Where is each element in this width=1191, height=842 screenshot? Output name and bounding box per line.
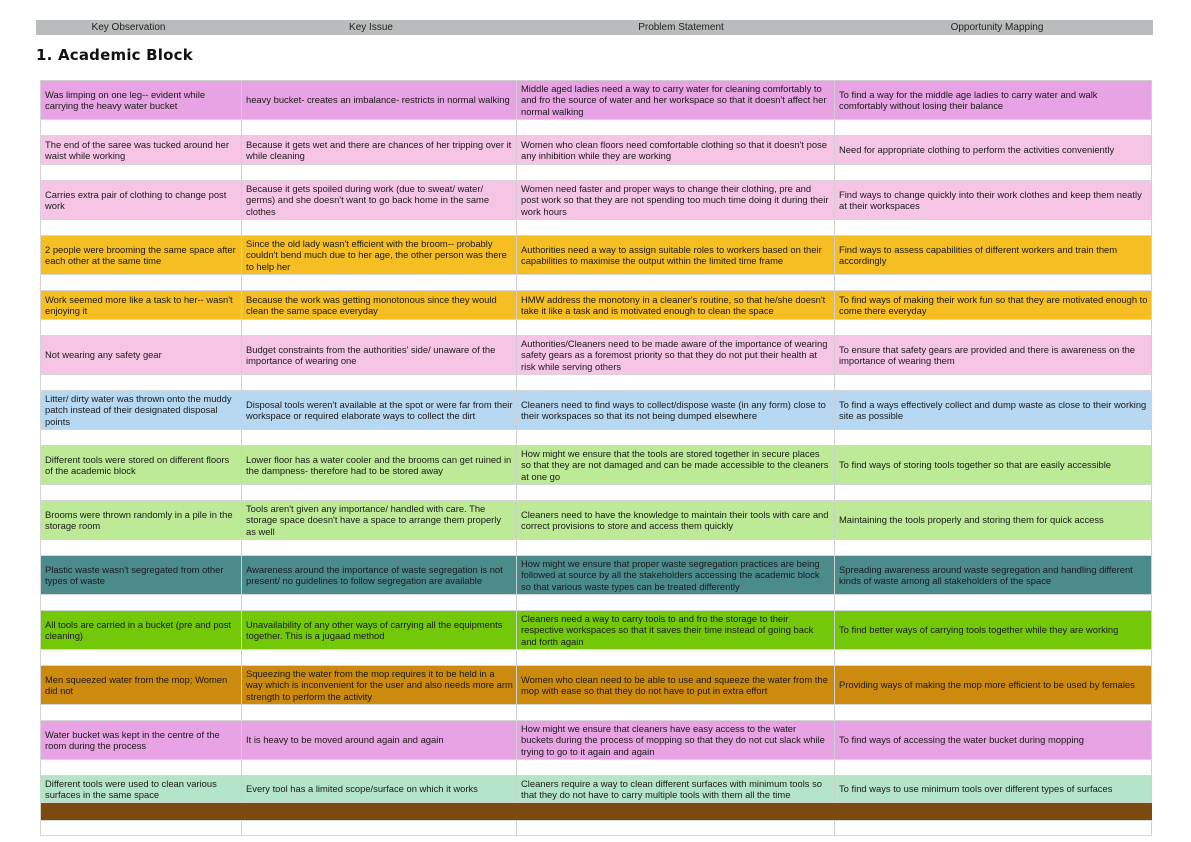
cell-text: How might we ensure that proper waste segregation practices are being followed at source by all the stakeholders accessing the academic block so that various waste types can be treated differently xyxy=(521,558,820,592)
cell-text: To find ways of accessing the water bucket during mopping xyxy=(839,734,1084,746)
empty-cell xyxy=(517,220,835,235)
problem-statement-cell[interactable] xyxy=(517,391,835,429)
cell-text: Spreading awareness around waste segregation and handling different kinds of waste among all stakeholders of the space xyxy=(839,563,1133,586)
empty-cell xyxy=(835,821,1152,835)
cell-text: Squeezing the water from the mop requires it to be held in a way which is inconvenient for the user and also needs more arm strength to perform the activity xyxy=(246,668,513,702)
opportunity-cell[interactable] xyxy=(835,501,1152,539)
empty-cell xyxy=(517,375,835,390)
empty-cell xyxy=(517,650,835,665)
empty-cell xyxy=(41,821,242,835)
empty-cell xyxy=(835,650,1152,665)
spacer-row xyxy=(41,540,1152,556)
cell-text: Maintaining the tools properly and storing them for quick access xyxy=(839,514,1104,526)
cell-text: Different tools were stored on different floors of the academic block xyxy=(45,453,230,476)
empty-cell xyxy=(41,760,242,775)
cell-text: Cleaners need to find ways to collect/dispose waste (in any form) close to their workspaces so that its not being dumped elsewhere xyxy=(521,398,826,421)
issue-cell[interactable] xyxy=(242,236,517,274)
table-row xyxy=(41,501,1152,540)
cell-text: Women who clean need to be able to use and squeeze the water from the mop with ease so that they do not have to put in extra effort xyxy=(521,673,828,696)
table-row xyxy=(41,81,1152,120)
spacer-row xyxy=(41,595,1152,611)
observation-cell[interactable] xyxy=(41,776,242,802)
empty-cell xyxy=(835,375,1152,390)
table-row xyxy=(41,556,1152,595)
empty-cell xyxy=(41,540,242,555)
spacer-row xyxy=(41,320,1152,336)
cell-text: Because the work was getting monotonous since they would clean the same space everyday xyxy=(246,293,497,316)
cell-text: Find ways to assess capabilities of different workers and train them accordingly xyxy=(839,243,1118,266)
empty-cell xyxy=(835,165,1152,180)
section-title: 1. Academic Block xyxy=(36,46,193,64)
empty-cell xyxy=(242,760,517,775)
empty-cell xyxy=(242,320,517,335)
cell-text: The end of the saree was tucked around her waist while working xyxy=(45,138,229,161)
empty-cell xyxy=(41,165,242,180)
issue-cell[interactable] xyxy=(242,446,517,484)
observation-cell[interactable] xyxy=(41,81,242,119)
issue-cell[interactable] xyxy=(242,291,517,319)
issue-cell[interactable] xyxy=(242,336,517,374)
cell-text: Men squeezed water from the mop; Women did not xyxy=(45,673,228,696)
problem-statement-cell[interactable] xyxy=(517,336,835,374)
table-row xyxy=(41,776,1152,803)
empty-cell xyxy=(242,595,517,610)
cell-text: To find a ways effectively collect and dump waste as close to their working site as possible xyxy=(839,398,1147,421)
spacer-row xyxy=(41,821,1152,836)
empty-cell xyxy=(242,485,517,500)
opportunity-cell[interactable] xyxy=(835,136,1152,164)
cell-text: How might we ensure that the tools are stored together in secure places so that they are not damaged and can be made accessible to the cleaners at one go xyxy=(521,448,829,482)
cell-text: To find ways of storing tools together so that are easily accessible xyxy=(839,459,1112,471)
cell-text: Authorities need a way to assign suitable roles to workers based on their capabilities to maximise the output within the limited time frame xyxy=(521,243,822,266)
table-row xyxy=(41,721,1152,760)
cell-text: Plastic waste wasn't segregated from other types of waste xyxy=(45,563,224,586)
empty-cell xyxy=(517,165,835,180)
empty-cell xyxy=(835,320,1152,335)
table-row xyxy=(41,446,1152,485)
spacer-row xyxy=(41,485,1152,501)
table-row xyxy=(41,391,1152,430)
issue-cell[interactable] xyxy=(242,611,517,649)
empty-cell xyxy=(242,165,517,180)
cell-text: Middle aged ladies need a way to carry water for cleaning comfortably to and fro the source of water and her workspace so that it doesn't affect her normal walking xyxy=(521,83,827,117)
empty-cell xyxy=(242,821,517,835)
cell-text: heavy bucket- creates an imbalance- restricts in normal walking xyxy=(246,94,510,106)
opportunity-cell[interactable] xyxy=(835,556,1152,594)
empty-cell xyxy=(242,540,517,555)
observation-cell[interactable] xyxy=(41,501,242,539)
empty-cell xyxy=(835,540,1152,555)
cell-text: Find ways to change quickly into their work clothes and keep them neatly at their workspaces xyxy=(839,188,1142,211)
problem-statement-cell[interactable] xyxy=(517,501,835,539)
opportunity-cell[interactable] xyxy=(835,611,1152,649)
table-row xyxy=(41,336,1152,375)
spacer-row xyxy=(41,650,1152,666)
problem-statement-cell[interactable] xyxy=(517,446,835,484)
cell-text: To find ways of making their work fun so that they are motivated enough to come there everyday xyxy=(839,293,1148,316)
empty-cell xyxy=(242,430,517,445)
cell-text: Because it gets spoiled during work (due to sweat/ water/ germs) and she doesn't want to go back home in the same clothes xyxy=(246,183,490,217)
empty-cell xyxy=(41,705,242,720)
empty-cell xyxy=(835,220,1152,235)
empty-cell xyxy=(517,595,835,610)
spacer-row xyxy=(41,275,1152,291)
empty-cell xyxy=(41,120,242,135)
cell-text: To find better ways of carrying tools together while they are working xyxy=(839,624,1119,636)
empty-cell xyxy=(41,375,242,390)
opportunity-cell[interactable] xyxy=(835,391,1152,429)
empty-cell xyxy=(517,540,835,555)
cell-text: Budget constraints from the authorities' side/ unaware of the importance of wearing one xyxy=(246,343,496,366)
opportunity-cell[interactable] xyxy=(835,236,1152,274)
empty-cell xyxy=(835,760,1152,775)
cell-text: Cleaners require a way to clean different surfaces with minimum tools so that they do not have to carry multiple tools with them all the time xyxy=(521,777,823,800)
table-row xyxy=(41,181,1152,220)
opportunity-cell[interactable] xyxy=(835,291,1152,319)
spacer-row xyxy=(41,430,1152,446)
problem-statement-cell[interactable] xyxy=(517,776,835,802)
empty-cell xyxy=(835,705,1152,720)
cell-text: To find ways to use minimum tools over different types of surfaces xyxy=(839,783,1113,795)
cell-text: HMW address the monotony in a cleaner's routine, so that he/she doesn't take it like a task and is motivated enough to clean the space xyxy=(521,293,826,316)
issue-cell[interactable] xyxy=(242,721,517,759)
issue-cell[interactable] xyxy=(242,81,517,119)
header-opportunity-mapping: Opportunity Mapping xyxy=(950,22,1044,33)
cell-text: Different tools were used to clean various surfaces in the same space xyxy=(45,777,217,800)
cell-text: Cleaners need a way to carry tools to and fro the storage to their respective workspaces so that it saves their time instead of going back and forth again xyxy=(521,613,814,647)
observation-cell[interactable] xyxy=(41,336,242,374)
empty-cell xyxy=(41,275,242,290)
empty-cell xyxy=(835,120,1152,135)
empty-cell xyxy=(41,320,242,335)
problem-statement-cell[interactable] xyxy=(517,291,835,319)
observation-cell[interactable] xyxy=(41,721,242,759)
empty-cell xyxy=(517,705,835,720)
empty-cell xyxy=(41,220,242,235)
empty-cell xyxy=(517,430,835,445)
observation-cell[interactable] xyxy=(41,391,242,429)
empty-cell xyxy=(41,595,242,610)
footer-color-row xyxy=(41,803,1152,821)
problem-statement-cell[interactable] xyxy=(517,556,835,594)
spacer-row xyxy=(41,220,1152,236)
issue-cell[interactable] xyxy=(242,181,517,219)
cell-text: Every tool has a limited scope/surface on which it works xyxy=(246,783,478,795)
cell-text: Women who clean floors need comfortable clothing so that it doesn't pose any inhibition while they are working xyxy=(521,138,827,161)
issue-cell[interactable] xyxy=(242,501,517,539)
table-row xyxy=(41,611,1152,650)
problem-statement-cell[interactable] xyxy=(517,236,835,274)
cell-text: Women need faster and proper ways to change their clothing, pre and post work so that they are not spending too much time doing it during their work hours xyxy=(521,183,829,217)
empty-cell xyxy=(242,120,517,135)
observation-table xyxy=(40,80,1152,836)
issue-cell[interactable] xyxy=(242,391,517,429)
cell-text: Unavailability of any other ways of carrying all the equipments together. This is a jugaad method xyxy=(246,618,503,641)
observation-cell[interactable] xyxy=(41,291,242,319)
problem-statement-cell[interactable] xyxy=(517,81,835,119)
cell-text: Litter/ dirty water was thrown onto the muddy patch instead of their designated disposal points xyxy=(45,393,232,427)
table-row xyxy=(41,291,1152,320)
issue-cell[interactable] xyxy=(242,666,517,704)
opportunity-cell[interactable] xyxy=(835,776,1152,802)
cell-text: Since the old lady wasn't efficient with the broom-- probably couldn't bend much due to her age, the other person was there to help her xyxy=(246,238,507,272)
empty-cell xyxy=(835,595,1152,610)
problem-statement-cell[interactable] xyxy=(517,721,835,759)
spacer-row xyxy=(41,375,1152,391)
empty-cell xyxy=(517,120,835,135)
cell-text: How might we ensure that cleaners have easy access to the water buckets during the process of mopping so that they do not cut slack while trying to go to it again and again xyxy=(521,723,825,757)
observation-cell[interactable] xyxy=(41,236,242,274)
empty-cell xyxy=(517,821,835,835)
cell-text: Was limping on one leg-- evident while carrying the heavy water bucket xyxy=(45,88,206,111)
empty-cell xyxy=(835,485,1152,500)
opportunity-cell[interactable] xyxy=(835,446,1152,484)
spacer-row xyxy=(41,120,1152,136)
issue-cell[interactable] xyxy=(242,556,517,594)
cell-text: Lower floor has a water cooler and the brooms can get ruined in the dampness- therefore had to be stored away xyxy=(246,453,512,476)
table-row xyxy=(41,136,1152,165)
observation-cell[interactable] xyxy=(41,136,242,164)
cell-text: Authorities/Cleaners need to be made aware of the importance of wearing safety gears as a foremost priority so that they do not put their health at risk while serving others xyxy=(521,338,828,372)
observation-cell[interactable] xyxy=(41,181,242,219)
observation-cell[interactable] xyxy=(41,556,242,594)
empty-cell xyxy=(242,220,517,235)
cell-text: Tools aren't given any importance/ handled with care. The storage space doesn't have a space to arrange them properly as well xyxy=(246,503,502,537)
cell-text: Work seemed more like a task to her-- wasn't enjoying it xyxy=(45,293,233,316)
cell-text: Not wearing any safety gear xyxy=(45,349,162,361)
spacer-row xyxy=(41,705,1152,721)
empty-cell xyxy=(242,705,517,720)
empty-cell xyxy=(835,275,1152,290)
problem-statement-cell[interactable] xyxy=(517,181,835,219)
empty-cell xyxy=(517,275,835,290)
cell-text: 2 people were brooming the same space after each other at the same time xyxy=(45,243,236,266)
issue-cell[interactable] xyxy=(242,136,517,164)
issue-cell[interactable] xyxy=(242,776,517,802)
observation-cell[interactable] xyxy=(41,446,242,484)
empty-cell xyxy=(41,430,242,445)
opportunity-cell[interactable] xyxy=(835,666,1152,704)
cell-text: Providing ways of making the mop more efficient to be used by females xyxy=(839,679,1135,691)
empty-cell xyxy=(41,650,242,665)
cell-text: To find a way for the middle age ladies to carry water and walk comfortably without losing their balance xyxy=(839,88,1098,111)
cell-text: Because it gets wet and there are chances of her tripping over it while cleaning xyxy=(246,138,512,161)
spacer-row xyxy=(41,760,1152,776)
cell-text: All tools are carried in a bucket (pre and post cleaning) xyxy=(45,618,232,641)
cell-text: It is heavy to be moved around again and again xyxy=(246,734,444,746)
empty-cell xyxy=(242,650,517,665)
empty-cell xyxy=(517,760,835,775)
problem-statement-cell[interactable] xyxy=(517,611,835,649)
cell-text: Awareness around the importance of waste segregation is not present/ no guidelines to follow segregation are available xyxy=(246,563,503,586)
opportunity-cell[interactable] xyxy=(835,81,1152,119)
table-row xyxy=(41,666,1152,705)
header-problem-statement: Problem Statement xyxy=(638,22,724,33)
cell-text: Brooms were thrown randomly in a pile in the storage room xyxy=(45,508,233,531)
empty-cell xyxy=(835,430,1152,445)
opportunity-cell[interactable] xyxy=(835,721,1152,759)
header-key-observation: Key Observation xyxy=(91,22,166,33)
cell-text: To ensure that safety gears are provided and there is awareness on the importance of wearing them xyxy=(839,343,1136,366)
cell-text: Need for appropriate clothing to perform the activities conveniently xyxy=(839,144,1115,156)
table-row xyxy=(41,236,1152,275)
cell-text: Carries extra pair of clothing to change post work xyxy=(45,188,227,211)
spacer-row xyxy=(41,165,1152,181)
opportunity-cell[interactable] xyxy=(835,181,1152,219)
observation-cell[interactable] xyxy=(41,666,242,704)
opportunity-cell[interactable] xyxy=(835,336,1152,374)
problem-statement-cell[interactable] xyxy=(517,136,835,164)
empty-cell xyxy=(41,485,242,500)
cell-text: Water bucket was kept in the centre of the room during the process xyxy=(45,728,220,751)
observation-cell[interactable] xyxy=(41,611,242,649)
empty-cell xyxy=(517,485,835,500)
column-header-bar xyxy=(36,20,1153,35)
empty-cell xyxy=(242,375,517,390)
problem-statement-cell[interactable] xyxy=(517,666,835,704)
cell-text: Disposal tools weren't available at the spot or were far from their workspace or required elaborate ways to collect the dirt xyxy=(246,398,513,421)
cell-text: Cleaners need to have the knowledge to maintain their tools with care and correct provisions to store and access them quickly xyxy=(521,508,829,531)
header-key-issue: Key Issue xyxy=(349,22,393,33)
empty-cell xyxy=(517,320,835,335)
empty-cell xyxy=(242,275,517,290)
